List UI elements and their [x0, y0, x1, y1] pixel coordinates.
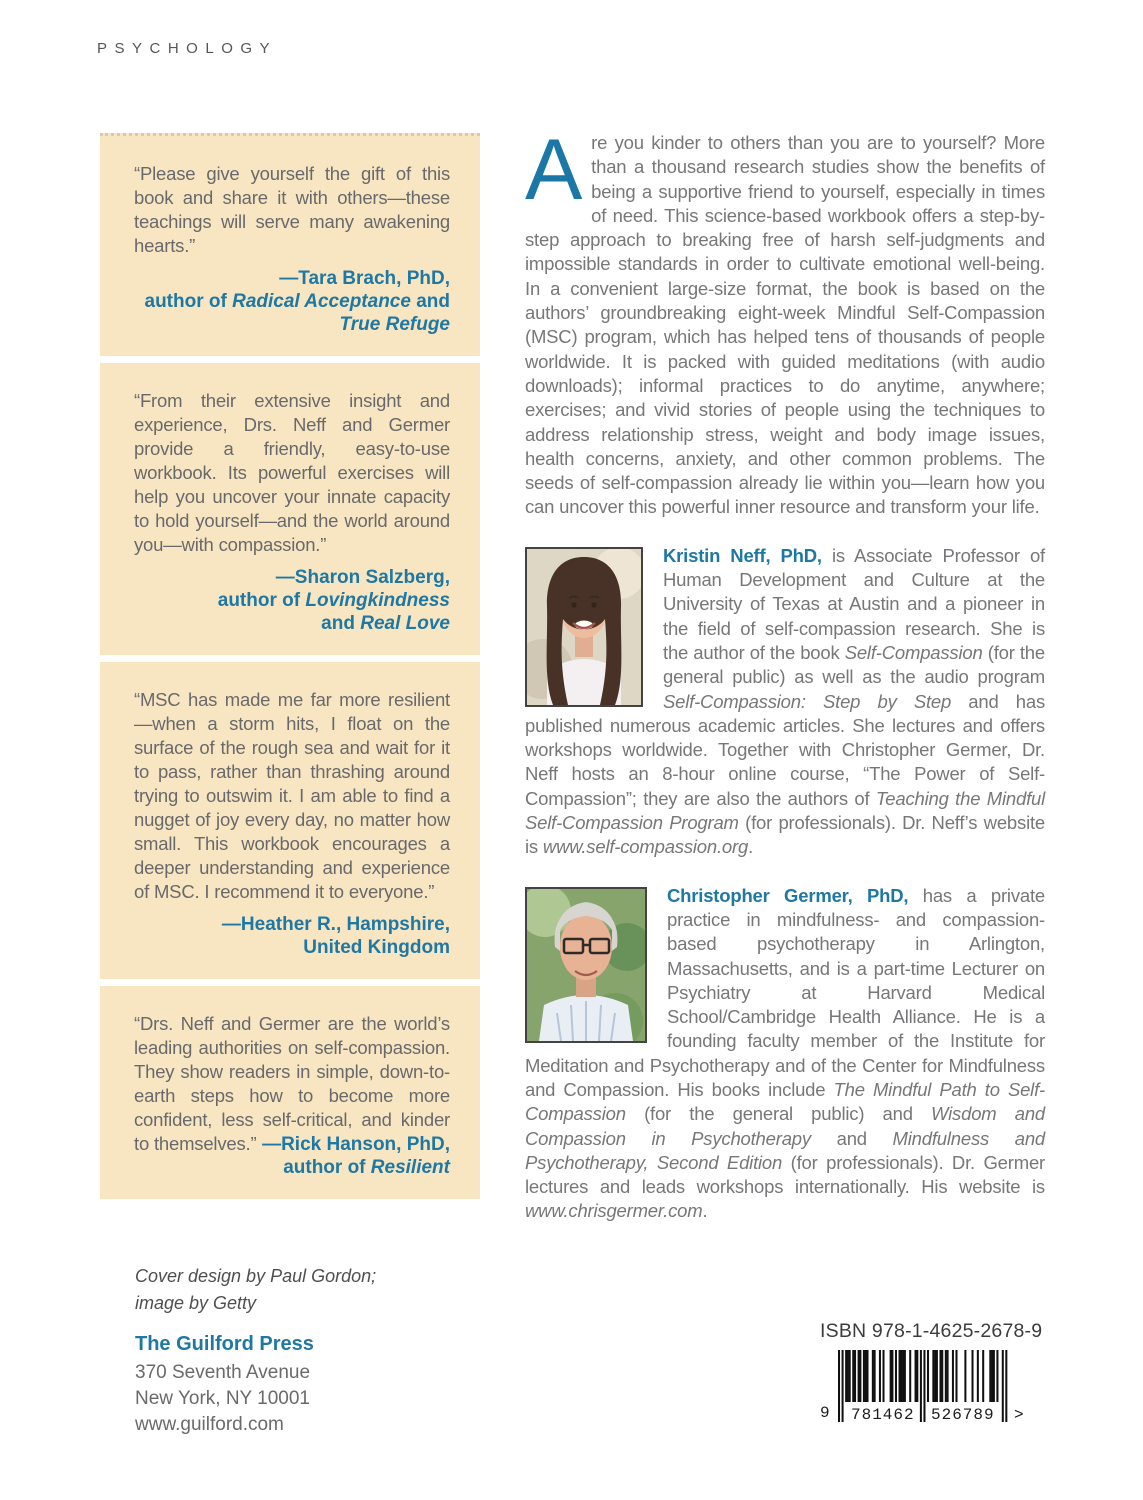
- testimonial-card: [100, 986, 480, 1199]
- testimonial-quote: “From their extensive insight and experience, Drs. Neff and Germer provide a friendly, easy-to-use workbook. Its powerful exercises will help you uncover your innate capacity to hold yourself—and the world around you—with compassion.”: [134, 390, 450, 555]
- description-column: [525, 122, 1046, 1224]
- author-name: Kristin Neff, PhD,: [663, 544, 822, 566]
- barcode-digit-group: 781462: [848, 1406, 918, 1424]
- testimonial-quote: “Drs. Neff and Germer are the world’s leading authorities on self-compassion. They show readers in simple, down-to-earth steps how to become more confident, less self-critical, and kinder to themselves.”: [134, 1013, 450, 1154]
- publisher-name: The Guilford Press: [135, 1333, 314, 1355]
- barcode-digit-group: 526789: [928, 1406, 998, 1424]
- testimonial-attribution: —Heather R., Hampshire, United Kingdom: [221, 914, 450, 958]
- author-bio-text: has a private practice in mindfulness- and compassion-based psychotherapy in Arlington, Massachusetts, and is a part-time Lecturer on Psychiatry at Harvard Medical School/Cambridge Health Alliance. He is a founding faculty member of the Institute for Meditation and Psychotherapy and of the Center for Mindfulness and Compassion. His books include The Mindful Path to Self-Compassion (for the general public) and Wisdom and Compassion in Psychotherapy and Mindfulness and Psychotherapy, Second Edition (for professionals). Dr. Germer lectures and leads workshops internationally. His website is www.chrisgermer.com.: [525, 884, 1046, 1222]
- credits-line: image by Getty: [135, 1293, 257, 1313]
- publisher-website: www.guilford.com: [135, 1414, 284, 1435]
- testimonial-card: [100, 133, 480, 356]
- author-bio-kristin-neff: [525, 544, 1045, 860]
- publisher-block: [135, 1331, 314, 1438]
- testimonials-column: [100, 133, 480, 1206]
- testimonial-quote: “MSC has made me far more resilient—when a storm hits, I float on the surface of the rough sea and wait for it to pass, rather than thrashing around trying to outswim it. I am able to find a nugget of joy every day, no matter how small. This workbook encourages a deeper understanding and experience of MSC. I recommend it to everyone.”: [134, 689, 450, 902]
- author-name: Christopher Germer, PhD,: [667, 884, 909, 906]
- testimonial-card: [100, 662, 480, 979]
- isbn-block: [820, 1320, 1050, 1438]
- barcode: [820, 1350, 1030, 1438]
- book-description: [525, 122, 1045, 520]
- barcode-digit-group: 9: [820, 1404, 831, 1422]
- author-bio-christopher-germer: [525, 884, 1045, 1224]
- dropcap-letter: A: [525, 122, 583, 218]
- credits-line: Cover design by Paul Gordon;: [135, 1266, 377, 1286]
- description-text: re you kinder to others than you are to yourself? More than a thousand research studies show the benefits of being a supportive friend to yourself, especially in times of need. This science-based workbook offers a step-by-step approach to breaking free of harsh self-judgments and impossible standards in order to cultivate emotional well-being. In a convenient large-size format, the book is based on the authors’ groundbreaking eight-week Mindful Self-Compassion (MSC) program, which has helped tens of thousands of people worldwide. It is packed with guided meditations (with audio downloads); informal practices to do anytime, anywhere; exercises; and vivid stories of people using the techniques to address relationship stress, weight and body image issues, health concerns, anxiety, and other common problems. The seeds of self-compassion already lie within you—learn how you can uncover this powerful inner resource and transform your life.: [525, 132, 1045, 518]
- testimonial-attribution: —Rick Hanson, PhD, author of Resilient: [262, 1134, 450, 1178]
- testimonial-quote: “Please give yourself the gift of this book and share it with others—these teachings will serve many awakening hearts.”: [134, 163, 450, 256]
- publisher-address: 370 Seventh Avenue: [135, 1362, 311, 1383]
- testimonial-attribution: —Tara Brach, PhD, author of Radical Acceptance and True Refuge: [144, 268, 450, 335]
- category-label: PSYCHOLOGY: [97, 40, 278, 57]
- barcode-arrow: >: [1014, 1406, 1025, 1424]
- kristin-neff-photo: [525, 547, 643, 707]
- testimonial-attribution: —Sharon Salzberg, author of Lovingkindness and Real Love: [217, 567, 450, 634]
- cover-credits: [135, 1263, 376, 1317]
- testimonial-card: [100, 363, 480, 655]
- isbn-number: ISBN 978-1-4625-2678-9: [820, 1320, 1043, 1342]
- christopher-germer-photo: [525, 887, 647, 1043]
- publisher-address: New York, NY 10001: [135, 1388, 310, 1409]
- author-bio-text: is Associate Professor of Human Development and Culture at the University of Texas at Austin and a pioneer in the field of self-compassion research. She is the author of the book Self-Compassion (for the general public) as well as the audio program Self-Compassion: Step by Step and has published numerous academic articles. She lectures and offers workshops worldwide. Together with Christopher Germer, Dr. Neff hosts an 8-hour online course, “The Power of Self-Compassion”; they are also the authors of Teaching the Mindful Self-Compassion Program (for professionals). Dr. Neff’s website is www.self-compassion.org.: [525, 544, 1046, 858]
